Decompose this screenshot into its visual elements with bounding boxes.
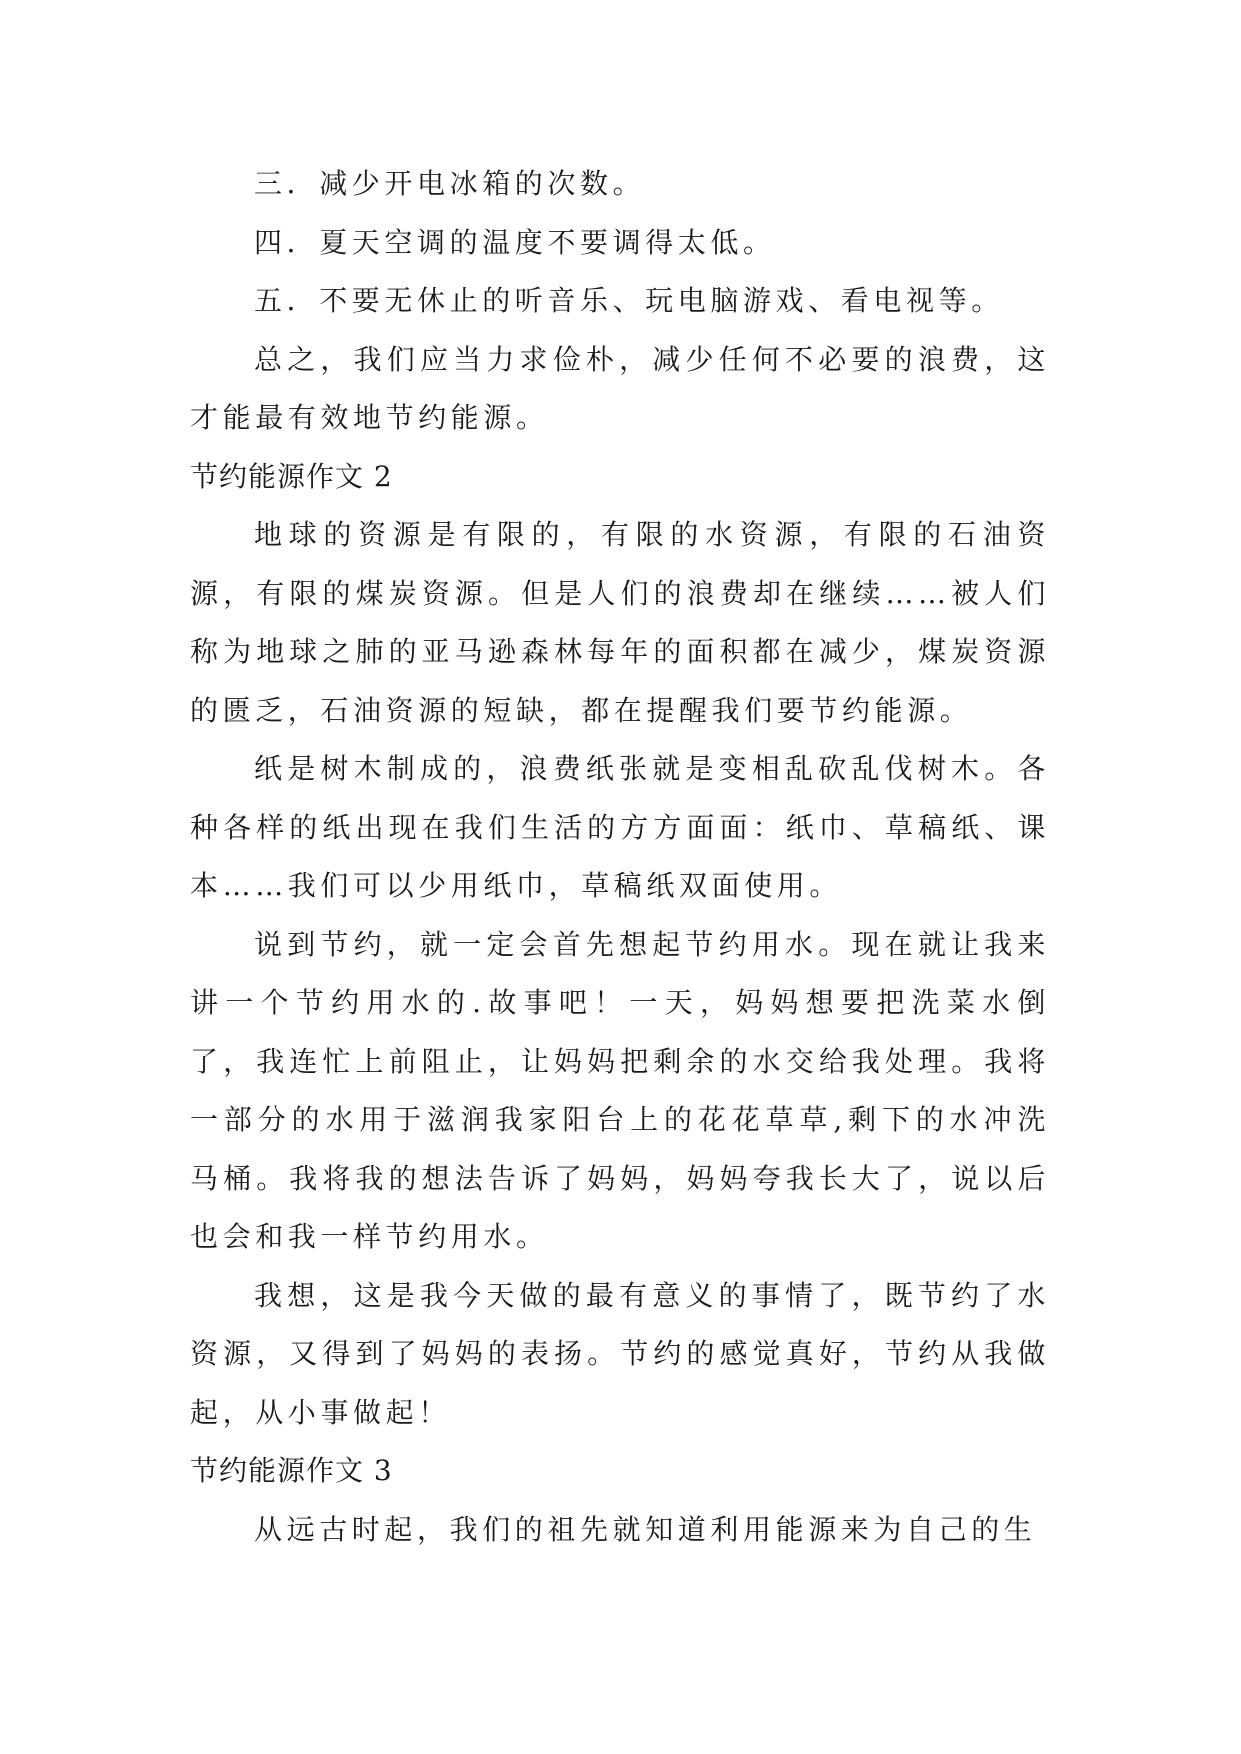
paragraph: 五．不要无休止的听音乐、玩电脑游戏、看电视等。 — [254, 284, 1004, 317]
paragraph: 地球的资源是有限的，有限的水资源，有限的石油资源，有限的煤炭资源。但是人们的浪费却在继续……被人们称为地球之肺的亚马逊森林每年的面积都在减少，煤炭资源的匮乏，石油资源的短缺，都在提醒我们要节约能源。 — [190, 518, 1050, 727]
paragraph: 我想，这是我今天做的最有意义的事情了，既节约了水资源，又得到了妈妈的表扬。节约的感觉真好，节约从我做起，从小事做起！ — [190, 1278, 1050, 1429]
paragraph: 三．减少开电冰箱的次数。 — [254, 167, 646, 200]
paragraph: 总之，我们应当力求俭朴，减少任何不必要的浪费，这才能最有效地节约能源。 — [190, 342, 1050, 434]
document-body — [190, 155, 1050, 1559]
section-heading: 节约能源作文 3 — [190, 1454, 393, 1487]
paragraph: 说到节约，就一定会首先想起节约用水。现在就让我来讲一个节约用水的.故事吧！一天，妈妈想要把洗菜水倒了，我连忙上前阻止，让妈妈把剩余的水交给我处理。我将一部分的水用于滋润我家阳台上的花花草草,剩下的水冲洗马桶。我将我的想法告诉了妈妈，妈妈夸我长大了，说以后也会和我一样节约用水。 — [190, 927, 1050, 1253]
section-heading: 节约能源作文 2 — [190, 459, 393, 493]
paragraph: 四．夏天空调的温度不要调得太低。 — [254, 225, 776, 259]
paragraph: 纸是树木制成的，浪费纸张就是变相乱砍乱伐树木。各种各样的纸出现在我们生活的方方面面：纸巾、草稿纸、课本……我们可以少用纸巾，草稿纸双面使用。 — [190, 752, 1050, 902]
paragraph: 从远古时起，我们的祖先就知道利用能源来为自己的生 — [254, 1512, 1037, 1546]
